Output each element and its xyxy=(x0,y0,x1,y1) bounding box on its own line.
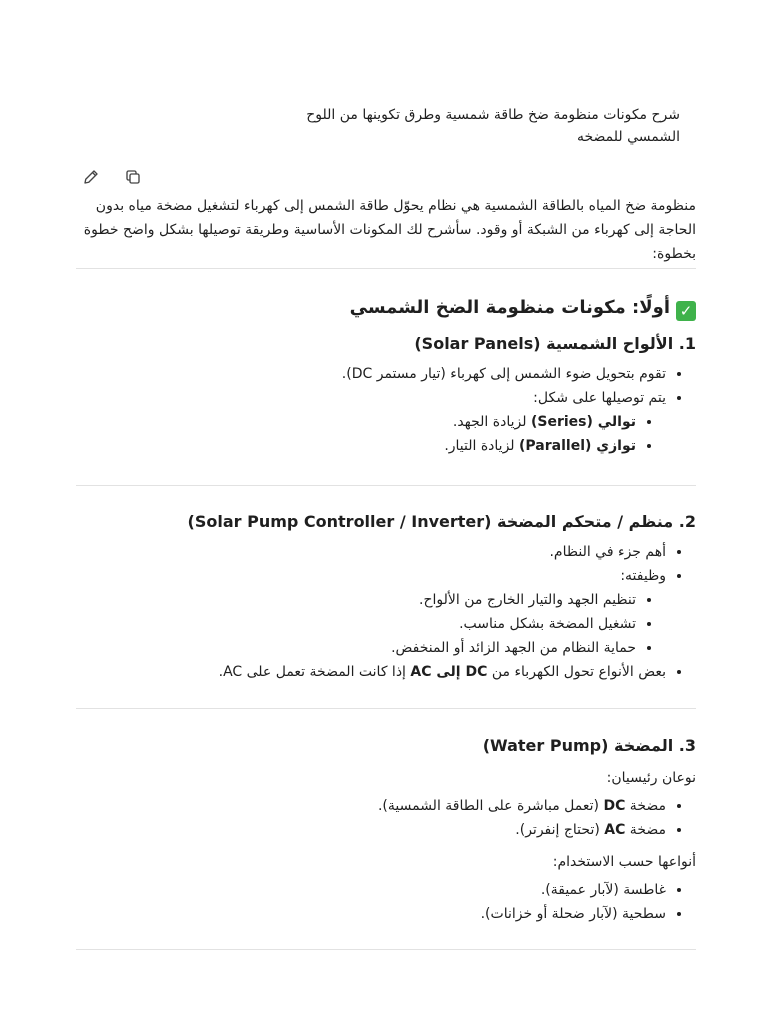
panels-heading: 1. الألواح الشمسية (Solar Panels) xyxy=(414,334,696,353)
list-item: • يتم توصيلها على شكل: • توالي (Series) لزيادة الجهد. • توازي (Parallel) لزيادة التيار. xyxy=(76,386,666,458)
controller-heading: 2. منظم / متحكم المضخة (Solar Pump Controller / Inverter) xyxy=(187,512,696,531)
list-item: • تقوم بتحويل ضوء الشمس إلى كهرباء (تيار مستمر DC). xyxy=(76,362,666,386)
panels-list xyxy=(76,362,696,458)
pump-usage-list xyxy=(76,878,696,926)
section-components xyxy=(76,294,696,458)
pump-usage-label: أنواعها حسب الاستخدام: xyxy=(552,854,696,870)
pump-heading: 3. المضخة (Water Pump) xyxy=(482,736,696,755)
section-heading: ✓أولًا: مكونات منظومة الضخ الشمسي xyxy=(76,294,696,322)
controller-list xyxy=(76,540,696,684)
pump-types-list xyxy=(76,794,696,842)
list-item: • أهم جزء في النظام. xyxy=(76,540,666,564)
list-item: • سطحية (لآبار ضحلة أو خزانات). xyxy=(76,902,666,926)
list-item: • غاطسة (لآبار عميقة). xyxy=(76,878,666,902)
divider xyxy=(76,708,696,709)
list-item: • تشغيل المضخة بشكل مناسب. xyxy=(76,612,636,636)
section-controller xyxy=(76,510,696,684)
list-item: • مضخة AC (تحتاج إنفرتر). xyxy=(76,818,666,842)
user-message: شرح مكونات منظومة ضخ طاقة شمسية وطرق تكوينها من اللوح الشمسي للمضخه xyxy=(306,107,680,145)
divider xyxy=(76,949,696,950)
edit-icon[interactable] xyxy=(80,166,102,188)
check-mark-icon: ✓ xyxy=(676,301,696,321)
divider xyxy=(76,268,696,269)
list-item: • حماية النظام من الجهد الزائد أو المنخفض. xyxy=(76,636,636,660)
section-pump xyxy=(76,734,696,926)
list-item: • بعض الأنواع تحول الكهرباء من DC إلى AC إذا كانت المضخة تعمل على AC. xyxy=(76,660,666,684)
copy-icon[interactable] xyxy=(122,166,144,188)
list-item: • توازي (Parallel) لزيادة التيار. xyxy=(76,434,636,458)
list-item: • وظيفته: • تنظيم الجهد والتيار الخارج من الألواح. • تشغيل المضخة بشكل مناسب. • حماية النظام من الجهد الزائد أو المنخفض. xyxy=(76,564,666,660)
list-item: • تنظيم الجهد والتيار الخارج من الألواح. xyxy=(76,588,636,612)
pump-types-label: نوعان رئيسيان: xyxy=(606,770,696,786)
list-item: • توالي (Series) لزيادة الجهد. xyxy=(76,410,636,434)
intro-paragraph: منظومة ضخ المياه بالطاقة الشمسية هي نظام يحوّل طاقة الشمس إلى كهرباء لتشغيل مضخة مياه بدون الحاجة إلى كهرباء من الشبكة أو وقود. سأشرح لك المكونات الأساسية وطريقة توصيلها بشكل واضح خطوة بخطوة: xyxy=(83,198,696,262)
list-item: • مضخة DC (تعمل مباشرة على الطاقة الشمسية). xyxy=(76,794,666,818)
message-actions xyxy=(80,166,144,188)
divider xyxy=(76,485,696,486)
